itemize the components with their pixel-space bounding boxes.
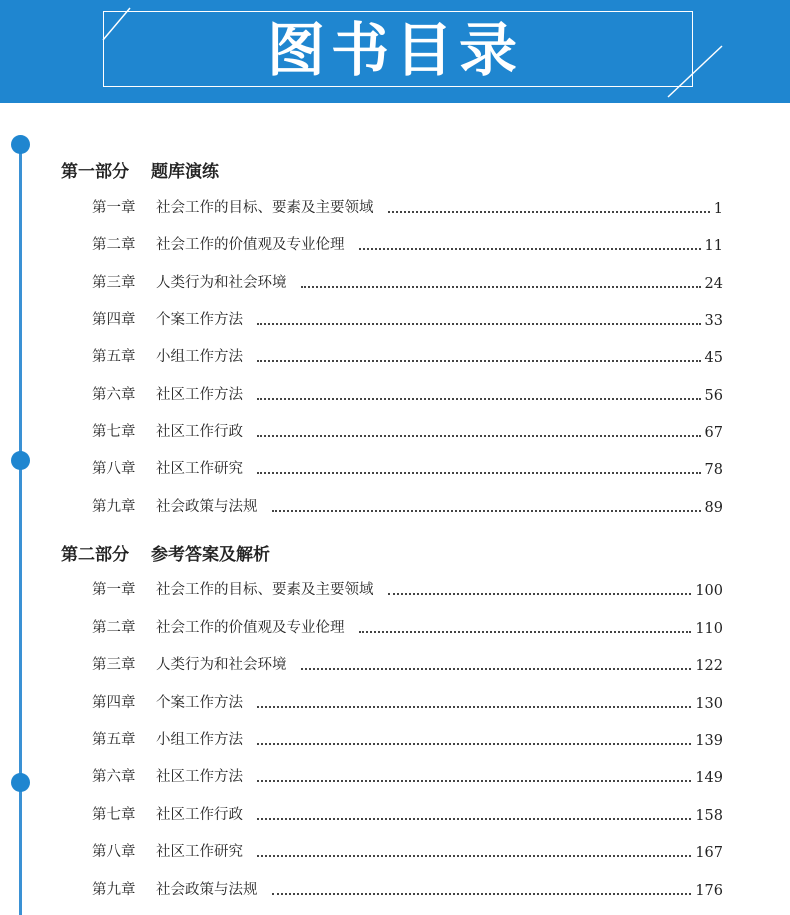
dot-leader bbox=[257, 706, 691, 708]
dot-leader bbox=[359, 248, 701, 250]
chapter-number: 第六章 bbox=[92, 769, 136, 785]
toc-row[interactable] bbox=[92, 421, 723, 441]
page-number: 149 bbox=[695, 770, 723, 786]
chapter-title: 社会政策与法规 bbox=[156, 882, 258, 898]
chapter-number: 第二章 bbox=[92, 620, 136, 636]
dot-leader bbox=[272, 510, 701, 512]
page-number: 33 bbox=[704, 313, 723, 329]
page-number: 158 bbox=[695, 808, 723, 824]
chapter-title: 社会工作的目标、要素及主要领域 bbox=[156, 582, 374, 598]
part-heading bbox=[61, 540, 270, 565]
chapter-title: 社区工作研究 bbox=[156, 461, 243, 477]
dot-leader bbox=[257, 435, 701, 437]
part-title: 题库演练 bbox=[151, 162, 219, 182]
toc-row[interactable] bbox=[92, 197, 723, 217]
chapter-number: 第二章 bbox=[92, 237, 136, 253]
page-number: 24 bbox=[704, 276, 723, 292]
page-number: 139 bbox=[695, 733, 723, 749]
timeline-dot bbox=[11, 451, 30, 470]
chapter-title: 小组工作方法 bbox=[156, 732, 243, 748]
chapter-number: 第一章 bbox=[92, 582, 136, 598]
header-banner bbox=[0, 0, 790, 103]
dot-leader bbox=[388, 211, 710, 213]
toc-row[interactable] bbox=[92, 841, 723, 861]
page-number: 167 bbox=[695, 845, 723, 861]
chapter-title: 人类行为和社会环境 bbox=[156, 657, 287, 673]
chapter-number: 第九章 bbox=[92, 882, 136, 898]
dot-leader bbox=[257, 323, 701, 325]
chapter-title: 社区工作行政 bbox=[156, 807, 243, 823]
page-number: 45 bbox=[704, 350, 723, 366]
chapter-number: 第七章 bbox=[92, 424, 136, 440]
page-number: 100 bbox=[695, 583, 723, 599]
chapter-number: 第六章 bbox=[92, 387, 136, 403]
chapter-number: 第八章 bbox=[92, 844, 136, 860]
part-label: 第二部分 bbox=[61, 545, 129, 565]
toc-row[interactable] bbox=[92, 729, 723, 749]
toc-row[interactable] bbox=[92, 496, 723, 516]
toc-row[interactable] bbox=[92, 458, 723, 478]
dot-leader bbox=[272, 893, 692, 895]
chapter-number: 第四章 bbox=[92, 695, 136, 711]
chapter-number: 第一章 bbox=[92, 200, 136, 216]
page-title: 图书目录 bbox=[266, 16, 523, 84]
page-number: 89 bbox=[704, 500, 723, 516]
toc-row[interactable] bbox=[92, 654, 723, 674]
dot-leader bbox=[257, 398, 701, 400]
dot-leader bbox=[257, 743, 691, 745]
dot-leader bbox=[301, 668, 692, 670]
chapter-title: 社会工作的价值观及专业伦理 bbox=[156, 237, 345, 253]
toc-row[interactable] bbox=[92, 272, 723, 292]
chapter-number: 第三章 bbox=[92, 657, 136, 673]
dot-leader bbox=[257, 818, 691, 820]
chapter-number: 第五章 bbox=[92, 349, 136, 365]
chapter-title: 社区工作研究 bbox=[156, 844, 243, 860]
chapter-title: 社会政策与法规 bbox=[156, 499, 258, 515]
part-label: 第一部分 bbox=[61, 162, 129, 182]
timeline-dot bbox=[11, 135, 30, 154]
chapter-title: 社会工作的目标、要素及主要领域 bbox=[156, 200, 374, 216]
part-title: 参考答案及解析 bbox=[151, 545, 270, 565]
toc-row[interactable] bbox=[92, 579, 723, 599]
page-number: 130 bbox=[695, 696, 723, 712]
chapter-number: 第四章 bbox=[92, 312, 136, 328]
page-number: 1 bbox=[713, 201, 723, 217]
chapter-title: 社会工作的价值观及专业伦理 bbox=[156, 620, 345, 636]
page-number: 176 bbox=[695, 883, 723, 899]
chapter-number: 第三章 bbox=[92, 275, 136, 291]
chapter-title: 个案工作方法 bbox=[156, 312, 243, 328]
toc-row[interactable] bbox=[92, 309, 723, 329]
toc-row[interactable] bbox=[92, 384, 723, 404]
part-heading bbox=[61, 157, 219, 182]
dot-leader bbox=[301, 286, 701, 288]
page-number: 67 bbox=[704, 425, 723, 441]
chapter-title: 人类行为和社会环境 bbox=[156, 275, 287, 291]
toc-row[interactable] bbox=[92, 766, 723, 786]
toc-row[interactable] bbox=[92, 879, 723, 899]
dot-leader bbox=[257, 472, 701, 474]
chapter-number: 第九章 bbox=[92, 499, 136, 515]
toc-row[interactable] bbox=[92, 346, 723, 366]
timeline-dot bbox=[11, 773, 30, 792]
chapter-number: 第五章 bbox=[92, 732, 136, 748]
page-number: 122 bbox=[695, 658, 723, 674]
page-number: 110 bbox=[695, 621, 723, 637]
chapter-title: 社区工作行政 bbox=[156, 424, 243, 440]
timeline-line bbox=[19, 143, 22, 915]
toc-row[interactable] bbox=[92, 804, 723, 824]
toc-row[interactable] bbox=[92, 692, 723, 712]
page-number: 78 bbox=[704, 462, 723, 478]
page-number: 11 bbox=[704, 238, 723, 254]
chapter-title: 小组工作方法 bbox=[156, 349, 243, 365]
chapter-title: 社区工作方法 bbox=[156, 387, 243, 403]
dot-leader bbox=[257, 360, 701, 362]
page-number: 56 bbox=[704, 388, 723, 404]
toc-row[interactable] bbox=[92, 234, 723, 254]
dot-leader bbox=[257, 780, 691, 782]
chapter-number: 第七章 bbox=[92, 807, 136, 823]
toc-row[interactable] bbox=[92, 617, 723, 637]
chapter-number: 第八章 bbox=[92, 461, 136, 477]
chapter-title: 社区工作方法 bbox=[156, 769, 243, 785]
dot-leader bbox=[257, 855, 691, 857]
dot-leader bbox=[388, 593, 692, 595]
dot-leader bbox=[359, 631, 692, 633]
chapter-title: 个案工作方法 bbox=[156, 695, 243, 711]
